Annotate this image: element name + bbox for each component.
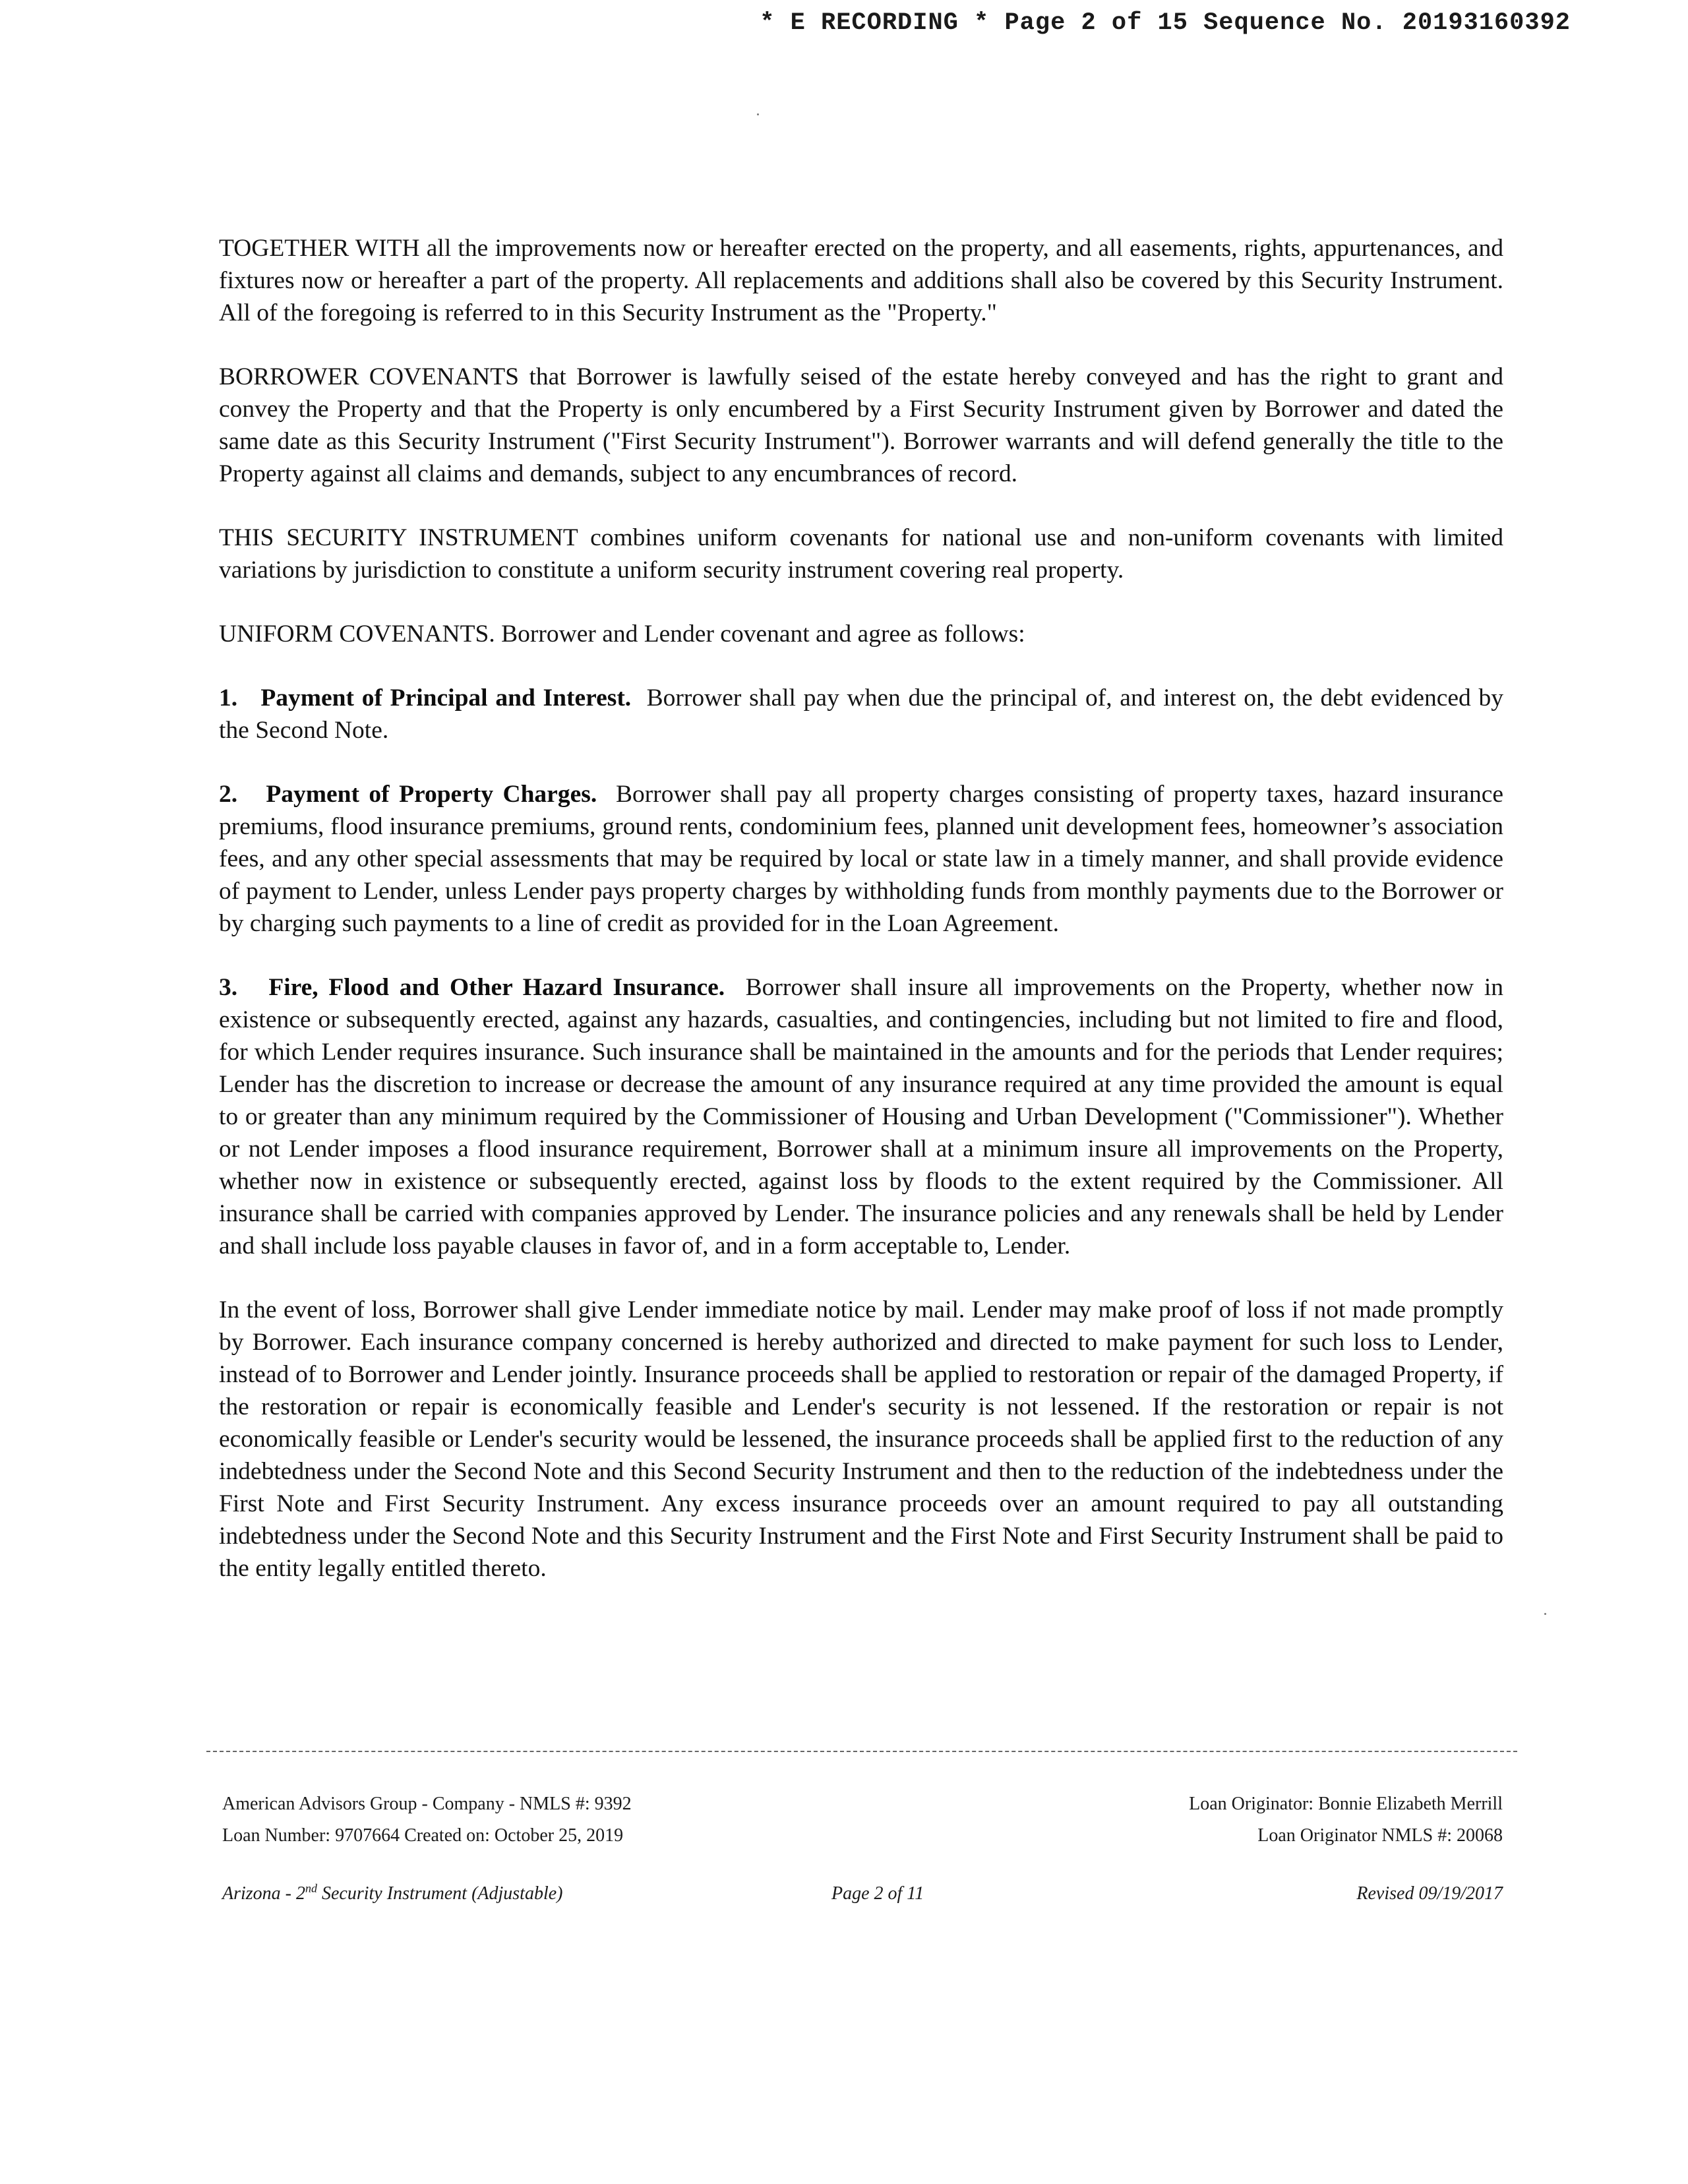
section-text: Borrower shall pay when due the principal of, and interest on, the debt evidenced by the Second Note. (219, 684, 1503, 744)
scan-speck (757, 113, 759, 115)
together-with-paragraph: TOGETHER WITH all the improvements now or hereafter erected on the property, and all easements, rights, appurtenances, and fixtures now or hereafter a part of the property. All replacements and additions shall also be covered by this Security Instrument. All of the foregoing is referred to in this Security Instrument as the "Property." (219, 235, 1503, 326)
loan-number-line: Loan Number: 9707664 Created on: October 25, 2019 (222, 1825, 624, 1846)
originator-nmls-line: Loan Originator NMLS #: 20068 (1257, 1825, 1503, 1846)
revised-label: Revised 09/19/2017 (1356, 1883, 1503, 1904)
section-3 (219, 971, 1503, 1262)
company-line: American Advisors Group - Company - NMLS #: 9392 (222, 1794, 632, 1814)
section-number: 2. (219, 781, 238, 808)
footer-divider (206, 1751, 1517, 1752)
footer-company-block (222, 1788, 632, 1852)
originator-line: Loan Originator: Bonnie Elizabeth Merrill (1189, 1794, 1503, 1814)
footer-originator-block (1189, 1788, 1503, 1852)
form-ordinal-suffix: nd (305, 1881, 317, 1895)
form-name: Security Instrument (Adjustable) (317, 1883, 563, 1904)
document-body (219, 232, 1503, 1616)
borrower-covenants-paragraph: BORROWER COVENANTS that Borrower is lawfully seised of the estate hereby conveyed and has the right to grant and convey the Property and that the Property is only encumbered by a First Security Instrument given by Borrower and dated the same date as this Security Instrument ("First Security Instrument"). Borrower warrants and will defend generally the title to the Property against all claims and demands, subject to any encumbrances of record. (219, 363, 1503, 487)
section-1 (219, 682, 1503, 746)
security-instrument-paragraph: THIS SECURITY INSTRUMENT combines uniform covenants for national use and non-uniform covenants with limited variations by jurisdiction to constitute a uniform security instrument covering real property. (219, 524, 1503, 584)
section-text: Borrower shall pay all property charges consisting of property taxes, hazard insurance premiums, flood insurance premiums, ground rents, condominium fees, planned unit development fees, homeowner’s association fees, and any other special assessments that may be required by local or state law in a timely manner, and shall provide evidence of payment to Lender, unless Lender pays property charges by withholding funds from monthly payments due to the Borrower or by charging such payments to a line of credit as provided for in the Loan Agreement. (219, 781, 1504, 937)
scan-speck (1544, 1613, 1546, 1615)
recording-stamp: * E RECORDING * Page 2 of 15 Sequence No. 20193160392 (760, 9, 1571, 37)
section-text: Borrower shall insure all improvements on the Property, whether now in existence or subsequently erected, against any hazards, casualties, and contingencies, including but not limited to fire and flood, for which Lender requires insurance. Such insurance shall be maintained in the amounts and for the periods that Lender requires; Lender has the discretion to increase or decrease the amount of any insurance required at any time provided the amount is equal to or greater than any minimum required by the Commissioner of Housing and Urban Development ("Commissioner"). Whether or not Lender imposes a flood insurance requirement, Borrower shall at a minimum insure all improvements on the Property, whether now in existence or subsequently erected, against loss by floods to the extent required by the Commissioner. All insurance shall be carried with companies approved by Lender. The insurance policies and any renewals shall be held by Lender and shall include loss payable clauses in favor of, and in a form acceptable to, Lender. (219, 974, 1504, 1259)
uniform-covenants-paragraph: UNIFORM COVENANTS. Borrower and Lender covenant and agree as follows: (219, 621, 1025, 648)
section-number: 3. (219, 974, 238, 1001)
form-state: Arizona - 2 (222, 1883, 305, 1904)
section-heading: Payment of Property Charges. (266, 781, 597, 808)
section-number: 1. (219, 684, 238, 712)
section-heading: Fire, Flood and Other Hazard Insurance. (268, 974, 725, 1001)
section-heading: Payment of Principal and Interest. (260, 684, 632, 712)
loss-paragraph: In the event of loss, Borrower shall give Lender immediate notice by mail. Lender may make proof of loss if not made promptly by Borrower. Each insurance company concerned is hereby authorized and directed to make payment for such loss to Lender, instead of to Borrower and Lender jointly. Insurance proceeds shall be applied to restoration or repair of the damaged Property, if the restoration or repair is economically feasible and Lender's security is not lessened. If the restoration or repair is not economically feasible or Lender's security would be lessened, the insurance proceeds shall be applied first to the reduction of any indebtedness under the Second Note and this Second Security Instrument and then to the reduction of the indebtedness under the First Note and First Security Instrument. Any excess insurance proceeds over an amount required to pay all outstanding indebtedness under the Second Note and this Security Instrument and the First Note and First Security Instrument shall be paid to the entity legally entitled thereto. (219, 1296, 1503, 1582)
page-label: Page 2 of 11 (831, 1883, 924, 1904)
section-2 (219, 778, 1503, 940)
form-title (222, 1878, 562, 1910)
